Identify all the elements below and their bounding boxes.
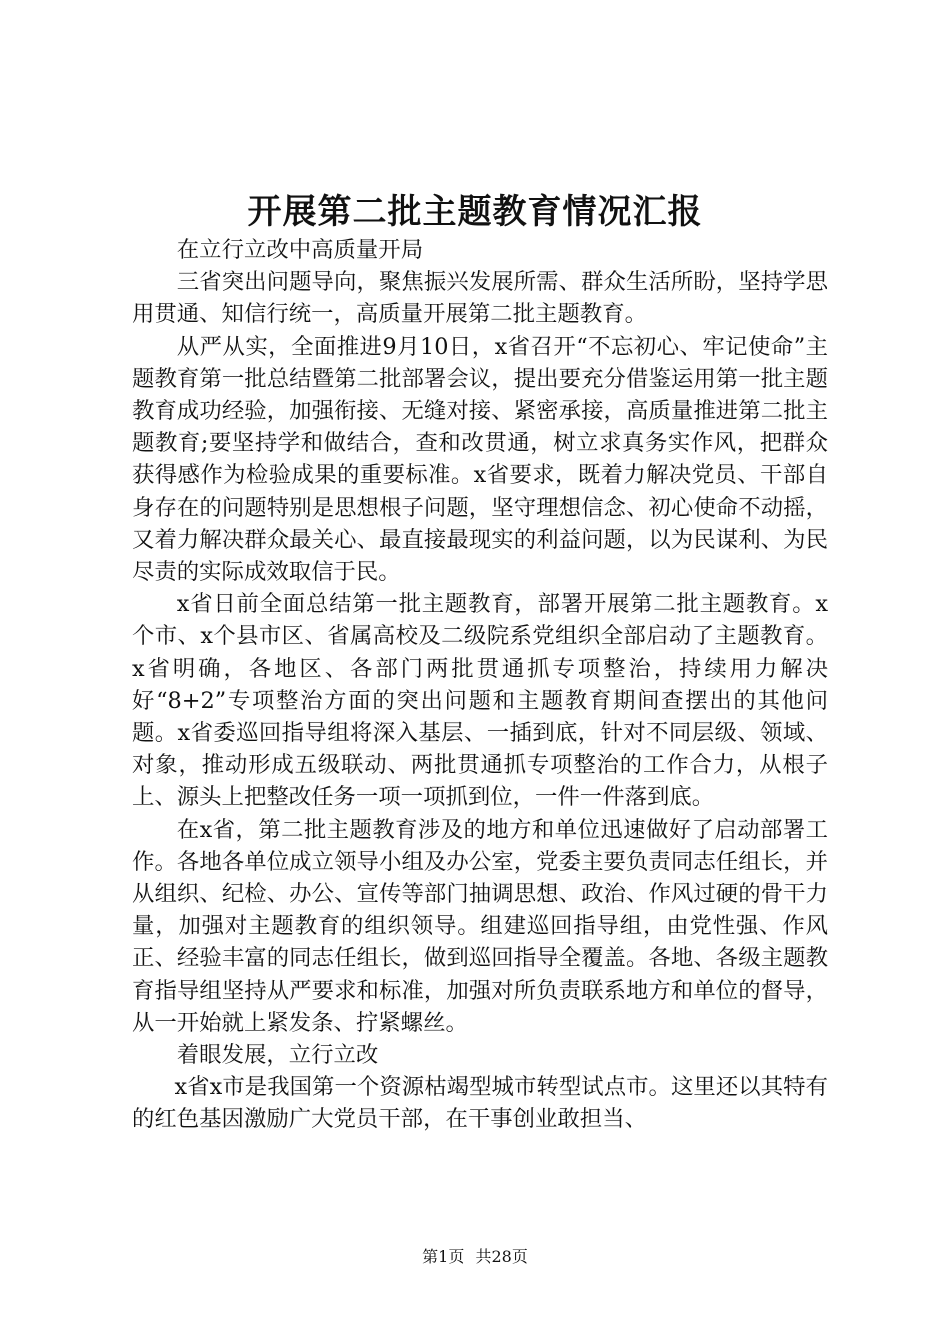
paragraph: x省x市是我国第一个资源枯竭型城市转型试点市。这里还以其特有的红色基因激励广大党员干部，在干事创业敢担当、 [132,1074,828,1133]
page-footer [0,1244,950,1267]
section-heading: 在立行立改中高质量开局 [176,237,424,263]
paragraph: 在x省，第二批主题教育涉及的地方和单位迅速做好了启动部署工作。各地各单位成立领导小组及办公室，党委主要负责同志任组长，并从组织、纪检、办公、宣传等部门抽调思想、政治、作风过硬的骨干力量，加强对主题教育的组织领导。组建巡回指导组，由党性强、作风正、经验丰富的同志任组长，做到巡回指导全覆盖。各地、各级主题教育指导组坚持从严要求和标准，加强对所负责联系地方和单位的督导，从一开始就上紧发条、拧紧螺丝。 [132,816,828,1036]
document-body [132,234,828,1136]
paragraph: 从严从实，全面推进9月10日，x省召开“不忘初心、牢记使命”主题教育第一批总结暨第二批部署会议，提出要充分借鉴运用第一批主题教育成功经验，加强衔接、无缝对接、紧密承接，高质量推进第二批主题教育;要坚持学和做结合，查和改贯通，树立求真务实作风，把群众获得感作为检验成果的重要标准。x省要求，既着力解决党员、干部自身存在的问题特别是思想根子问题，坚守理想信念、初心使命不动摇，又着力解决群众最关心、最直接最现实的利益问题，以为民谋利、为民尽责的实际成效取信于民。 [132,333,828,586]
paragraph: 三省突出问题导向，聚焦振兴发展所需、群众生活所盼，坚持学思用贯通、知信行统一，高质量开展第二批主题教育。 [132,269,828,328]
section-heading: 着眼发展，立行立改 [176,1042,379,1069]
paragraph: x省日前全面总结第一批主题教育，部署开展第二批主题教育。x个市、x个县市区、省属高校及二级院系党组织全部启动了主题教育。x省明确，各地区、各部门两批贯通抓专项整治，持续用力解决好“8+2”专项整治方面的突出问题和主题教育期间查摆出的其他问题。x省委巡回指导组将深入基层、一插到底，针对不同层级、领域、对象，推动形成五级联动、两批贯通抓专项整治的工作合力，从根子上、源头上把整改任务一项一项抓到位，一件一件落到底。 [132,591,828,811]
page-total: 共28页 [475,1247,528,1266]
page-title: 开展第二批主题教育情况汇报 [247,192,703,232]
page-number: 第1页 [422,1247,465,1266]
